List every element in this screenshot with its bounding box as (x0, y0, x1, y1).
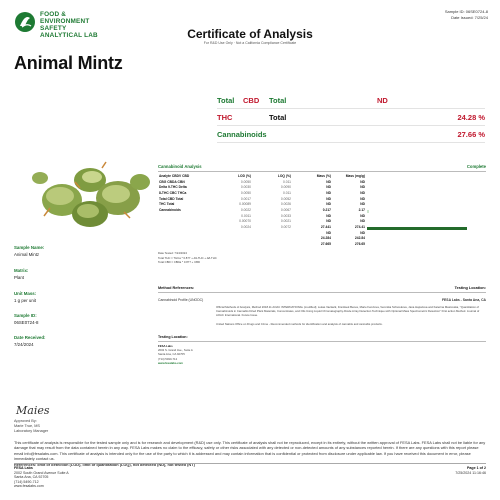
brand-line: ENVIRONMENT (40, 18, 90, 25)
analysis-table-wrap (158, 173, 486, 247)
cell-mg: ND (360, 196, 365, 201)
footer-phone: (714) 5490-712 (14, 479, 39, 484)
summary-label: Total (217, 96, 235, 105)
approval-block (14, 419, 48, 434)
certificate-title: Certificate of Analysis (187, 27, 313, 41)
analysis-status: Complete (466, 164, 486, 169)
cell-mg: ND (360, 213, 365, 218)
cell-name: Cannabinoids (159, 207, 181, 212)
cell-name: Total CBD Total (159, 196, 184, 201)
col-mass-mg: Mass (mg/g) (345, 173, 365, 178)
signature: Maies (16, 404, 50, 417)
potency-summary (217, 92, 485, 143)
cell-mg: ND (360, 190, 365, 195)
cell-mg: ND (360, 230, 365, 235)
cell-mg: ND (360, 219, 365, 224)
sample-id-label: Sample ID: (14, 313, 37, 318)
methods-profile-row (158, 298, 486, 302)
method-reference-1: Official Methods of Analysis, Method 2018.11 AOAC INTERNATIONAL (modified); Lukas Vaclavik, Frantisek Benes, Marie Fenclova, Veronika Schurekova, Jana Hajsulova and Katerina Mastovska, "Quantitation of Cannabinoids in Cannabis Dried Plant Materials, Concentrates, and Oils Using Liquid Chromatography-Diode Array Detection Technique with Optional Mass Spectrometric Detection" First action Method. Journal of AOAC International. Future Issue. (216, 305, 480, 317)
cell-mass: 24.284 (320, 236, 331, 241)
product-name: Animal Mintz (14, 53, 123, 73)
divider (158, 341, 486, 342)
testing-location-name: FESA Labs (158, 344, 173, 348)
sample-meta (445, 9, 488, 21)
cell-lod: 0.0017 (240, 196, 251, 201)
col-mass: Mass (%) (316, 173, 331, 178)
method-reference-2: United Nations Office on Drugs and Crime - Recommended methods for identification and analysis of cannabis and cannabis products. (216, 322, 383, 326)
sample-id-value: 06SE0724-8 (14, 320, 39, 325)
cell-loq: 0.0021 (280, 219, 291, 224)
date-received-value: 7/24/2024 (14, 342, 34, 347)
cell-lod: 0.0050 (240, 190, 251, 195)
cell-mg: 242.84 (354, 236, 365, 241)
sample-id-line: Sample ID: 06SE0724-8 (444, 9, 488, 14)
col-analyte: Analyte CBDV CBD (159, 173, 190, 178)
print-datetime: 7/25/2024 11:16:46 (455, 470, 486, 475)
brand-line: FOOD & (40, 11, 67, 18)
summary-label: Total (269, 113, 287, 122)
cell-lod: 0.00089 (239, 202, 251, 207)
analysis-header (158, 164, 486, 169)
footer-addr2: Santa Ana, CA 92705 (14, 475, 49, 480)
summary-value: 27.66 % (457, 130, 485, 139)
table-row (158, 241, 366, 247)
cell-lod: 0.0022 (240, 207, 251, 212)
testing-location-block (158, 344, 193, 365)
methods-header (158, 286, 486, 290)
disclaimer-refs: References: limit of detection (LOD), limit of quantitation (LOQ), not detected (ND), not tested (NT) (14, 461, 195, 467)
cell-lod: 0.0050 (240, 179, 251, 184)
bud-cluster (32, 162, 150, 227)
cell-loq: 0.0026 (280, 202, 291, 207)
col-lod: LOD (%) (237, 173, 251, 178)
cell-name: 8-THC CBC THCa (159, 190, 187, 195)
cell-name: THC Total (159, 202, 175, 207)
methods-location: FESA Labs - Santa Ana, CA (441, 298, 486, 302)
certificate-subtitle: For R&D Use Only · Not a California Compliance Certificate (203, 41, 297, 45)
footer-page-info (455, 466, 486, 475)
cell-mass: 0.217 (322, 207, 331, 212)
cell-mass: ND (326, 213, 331, 218)
divider (158, 292, 486, 293)
testing-location-addr2: Santa Ana, CA 92705 (158, 352, 185, 357)
cell-mg: ND (360, 179, 365, 184)
analysis-notes (158, 251, 217, 265)
methods-profile: Cannabinoid Profile (UNODC) (158, 298, 204, 302)
cell-mg: 274.41 (354, 225, 365, 230)
product-photo (20, 148, 160, 238)
date-issued-line: Date Issued: 7/25/24 (451, 15, 488, 20)
testing-location-phone: (714) 5490-712 (158, 356, 178, 361)
summary-label: Cannabinoids (217, 130, 267, 139)
cell-mass: ND (326, 219, 331, 224)
cell-loq (252, 241, 292, 247)
cell-loq: 0.0033 (280, 213, 291, 218)
cell-mass: ND (326, 202, 331, 207)
summary-label: CBD (243, 96, 260, 105)
testing-location-title: Testing Location: (158, 335, 188, 339)
analysis-table (158, 173, 366, 247)
approved-by-label: Approved By: (14, 419, 37, 423)
cell-mass: 27.665 (320, 242, 331, 247)
cell-mass: ND (326, 185, 331, 190)
cell-mass: 27.441 (320, 225, 331, 230)
brand-line: ANALYTICAL LAB (40, 32, 98, 39)
summary-row-thc (217, 109, 485, 126)
sample-name-value: Animal Mintz (14, 252, 40, 257)
col-loq: LOQ (%) (277, 173, 291, 178)
cell-lod: 0.00070 (239, 219, 251, 224)
thca-bar (367, 227, 467, 230)
testing-location-addr1: 2002 S. Grand Ave., Suite A (158, 348, 193, 353)
footer-addr1: 2002 South Grand Avenue Suite A (14, 470, 69, 475)
cell-mg: ND (360, 202, 365, 207)
matrix-label: Matrix: (14, 268, 29, 273)
page-number: Page 1 of 2 (467, 466, 486, 470)
cell-lod: 0.0011 (241, 213, 251, 218)
cell-mg: 276.65 (354, 242, 365, 247)
footer-name: FESA Labs (14, 466, 33, 470)
cell-mass: ND (326, 179, 331, 184)
methods-location-title: Testing Location: (454, 286, 486, 290)
approver-role: Laboratory Manager (14, 429, 49, 433)
cell-name: Delta 9-THC Delta (159, 185, 187, 190)
testing-location-web: www.fesalabs.com (158, 360, 183, 365)
cell-loq: 0.0090 (280, 185, 291, 190)
summary-row-cbd (217, 92, 485, 109)
sample-name-label: Sample Name: (14, 245, 45, 250)
cell-lod: 0.0030 (240, 185, 251, 190)
disclaimer-text: This certificate of analysis is responsible for the tested sample only and is for research and development (R&D) use only. This certificate of analysis shall not be reproduced, except in its entirety, without the written approval of FESA Labs. FESA Labs shall not be liable for any damage that may result from the data contained herein in any way. FESA Labs makes no claim to the efficacy, safety or other risks associated with any detected or non-detected amounts of any substances reported herein. If there are any questions with this report please email info@fesalabs.com. This certificate of analysis is intended only for the use of the party to which it is addressed and may contain information that is confidential or protected from disclosure under applicable law. If you have received this document in error, please immediately contact us. (14, 440, 486, 462)
cbg-bar (367, 210, 369, 213)
note-total-thc: Total THC = THCa * 0.877 + ∆9-THC + ∆8-THC (158, 255, 217, 260)
cell-mass: ND (326, 196, 331, 201)
analysis-title: Cannabinoid Analysis (158, 164, 202, 169)
note-date-tested: Date Tested: 7/24/2024 (158, 251, 187, 255)
divider (158, 171, 486, 172)
cell-loq: 0.011 (282, 179, 291, 184)
footer-divider (14, 463, 486, 464)
cell-lod: 0.0024 (240, 225, 251, 230)
cell-mg: ND (360, 185, 365, 190)
cell-name: CBG CBDA CBN (159, 179, 185, 184)
matrix-value: Plant (14, 275, 25, 280)
brand-line: SAFETY (40, 25, 67, 32)
cell-loq: 0.0072 (280, 225, 291, 230)
cell-loq: 0.0052 (280, 196, 291, 201)
unit-mass-label: Unit Mass: (14, 291, 37, 296)
analysis-table-body (158, 179, 366, 247)
summary-value: ND (377, 96, 388, 105)
summary-value: 24.28 % (457, 113, 485, 122)
cell-mass: ND (326, 230, 331, 235)
summary-label: Total (269, 96, 287, 105)
cell-mass: ND (326, 190, 331, 195)
cell-loq: 0.011 (282, 190, 291, 195)
footer-address (14, 466, 69, 489)
cell-name (158, 241, 218, 247)
methods-title: Method References: (158, 286, 195, 290)
date-received-label: Date Received: (14, 335, 46, 340)
approver-name: Marie True, MS (14, 424, 40, 428)
note-total-cbd: Total CBD = CBDa * 0.877 + CBD (158, 260, 200, 264)
footer-web[interactable]: www.fesalabs.com (14, 484, 44, 489)
cell-mg: 2.17 (358, 207, 365, 212)
cell-loq: 0.0067 (280, 207, 291, 212)
summary-label: THC (217, 113, 233, 122)
unit-mass-value: 1 g per unit (14, 298, 36, 303)
cell-lod (218, 241, 252, 247)
summary-row-total (217, 126, 485, 143)
